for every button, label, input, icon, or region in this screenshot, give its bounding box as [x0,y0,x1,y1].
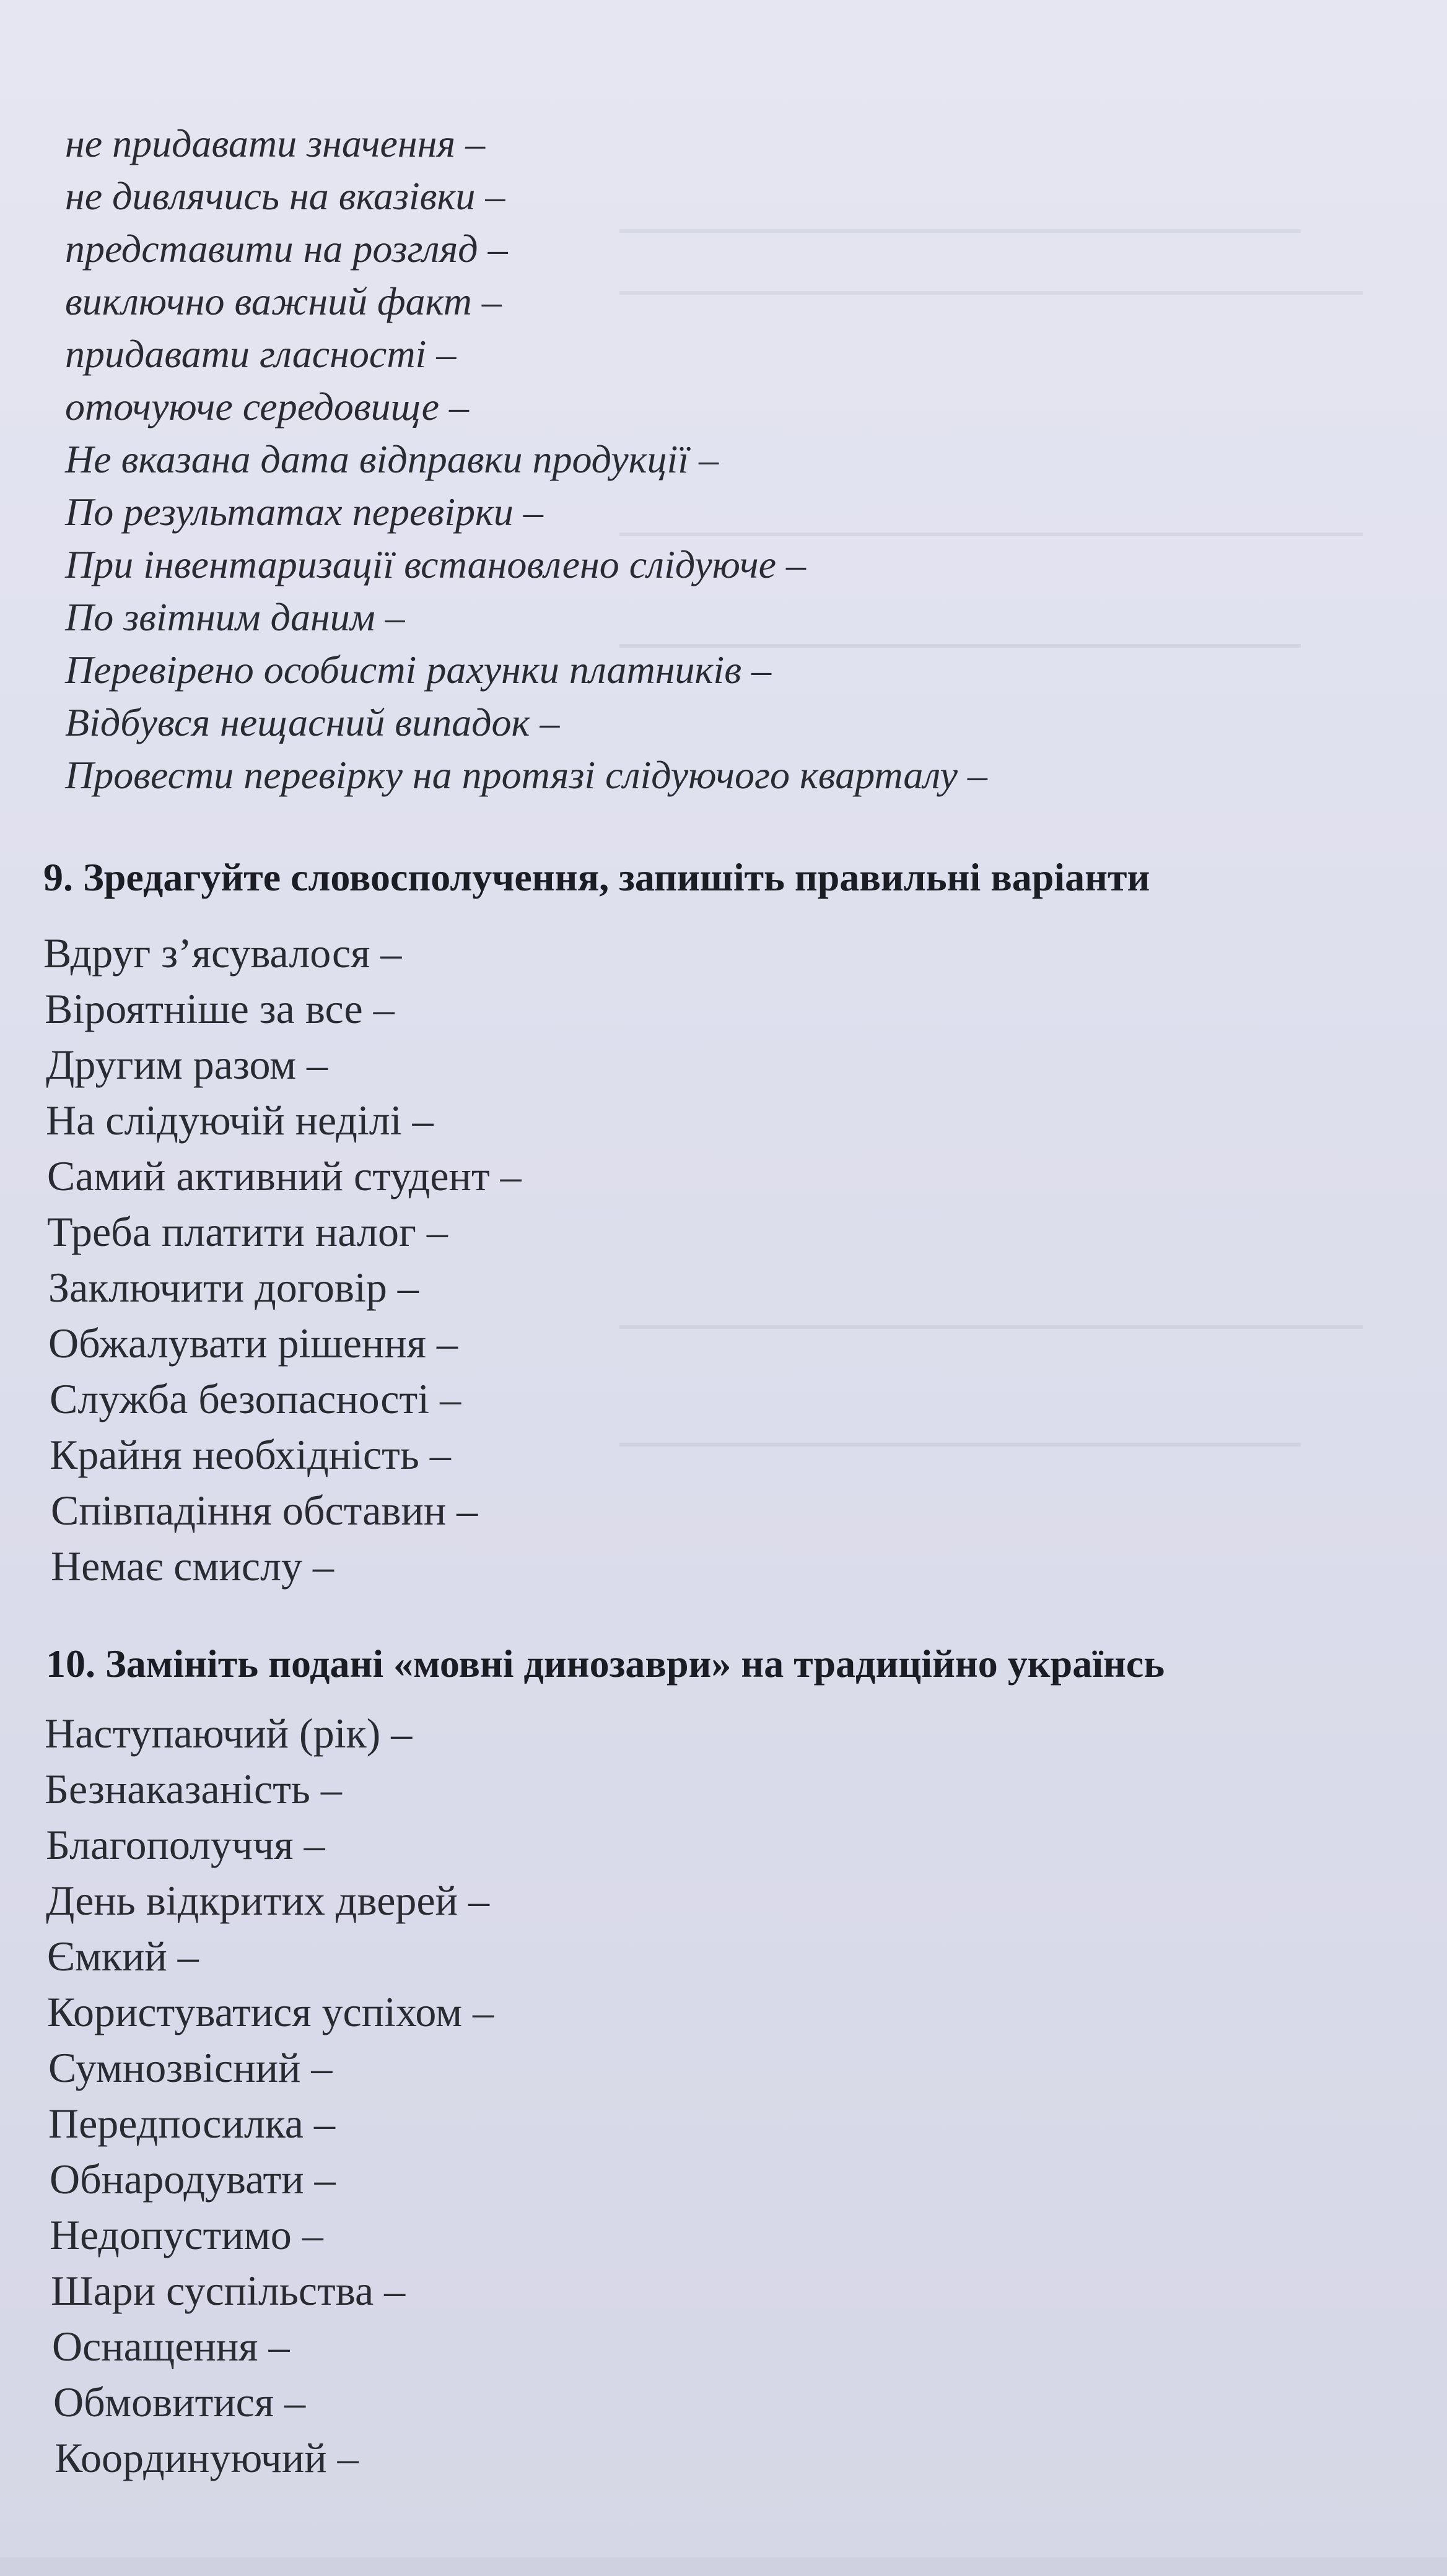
exercise-line: На слідуючій неділі – [46,1097,434,1144]
page-bottom-edge [0,2557,1447,2576]
exercise-line: Обнародувати – [50,2156,336,2203]
exercise-line: Треба платити налог – [47,1208,448,1255]
exercise-9-heading: 9. Зредагуйте словосполучення, запишіть правильні варіанти [43,855,1150,899]
exercise-line: Заключити договір – [48,1264,419,1311]
exercise-line: не дивлячись на вказівки – [65,174,505,218]
exercise-line: Шари суспільства – [51,2267,406,2314]
exercise-line: Сумнозвісний – [48,2044,333,2091]
exercise-line: Передпосилка – [48,2100,335,2147]
exercise-line: оточуюче середовище – [65,385,469,429]
exercise-line: Користуватися успіхом – [47,1988,494,2035]
exercise-line: По звітним даним – [65,595,405,639]
exercise-line: Співпадіння обставин – [51,1487,478,1534]
exercise-line: Благополуччя – [46,1821,325,1868]
exercise-line: При інвентаризації встановлено слідуюче – [65,542,806,586]
exercise-line: Обмовитися – [53,2378,306,2426]
exercise-line: Провести перевірку на протязі слідуючого кварталу – [65,753,987,797]
exercise-line: Оснащення – [52,2323,290,2370]
exercise-line: Ємкий – [47,1933,199,1980]
exercise-line: Відбувся нещасний випадок – [65,700,560,744]
exercise-line: Недопустимо – [50,2211,323,2258]
exercise-line: Безнаказаність – [45,1765,342,1812]
exercise-line: придавати гласності – [65,332,457,376]
exercise-10-heading: 10. Замініть подані «мовні динозаври» на традиційно українсь [46,1642,1165,1686]
exercise-line: не придавати значення – [65,121,486,165]
exercise-line: Самий активний студент – [47,1152,522,1199]
exercise-line: Другим разом – [46,1041,328,1088]
exercise-line: Не вказана дата відправки продукції – [65,437,719,481]
exercise-line: День відкритих дверей – [46,1877,489,1924]
exercise-line: Координуючий – [55,2434,359,2481]
exercise-line: По результатах перевірки – [65,490,543,534]
exercise-line: виключно важний факт – [65,279,502,323]
exercise-line: представити на розгляд – [65,227,508,271]
exercise-line: Перевірено особисті рахунки платників – [65,648,771,692]
exercise-line: Служба безопасності – [50,1375,461,1422]
exercise-line: Віроятніше за все – [45,985,395,1032]
exercise-line: Вдруг з’ясувалося – [43,929,402,977]
exercise-line: Немає смислу – [51,1543,334,1590]
exercise-line: Наступаючий (рік) – [45,1710,413,1757]
exercise-line: Крайня необхідність – [50,1431,451,1478]
exercise-line: Обжалувати рішення – [48,1320,458,1367]
